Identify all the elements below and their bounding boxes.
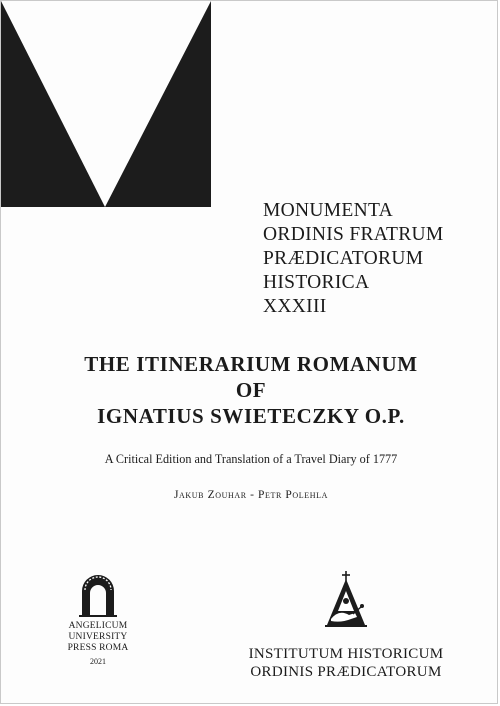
series-title: [263, 199, 444, 319]
dominican-shield-dog-icon: [323, 571, 369, 631]
series-line: ORDINIS FRATRUM: [263, 224, 444, 245]
publication-year: 2021: [90, 657, 106, 666]
institute-block: [241, 571, 451, 681]
series-line: PRÆDICATORUM: [263, 248, 424, 269]
series-line: MONUMENTA: [263, 200, 394, 221]
arched-doorway-icon: [78, 573, 118, 617]
publisher-line: UNIVERSITY: [68, 632, 128, 642]
institute-line: ORDINIS PRÆDICATORUM: [250, 664, 442, 680]
title-line: OF: [235, 378, 267, 402]
title-line: THE ITINERARIUM ROMANUM: [84, 352, 418, 376]
publisher-line: PRESS ROMA: [67, 643, 129, 653]
series-volume: XXXIII: [263, 296, 327, 317]
publisher-name: [43, 621, 153, 654]
book-title: [41, 351, 461, 429]
v-emblem-icon: [1, 1, 211, 207]
institute-line: INSTITUTUM HISTORICUM: [248, 646, 444, 662]
book-subtitle: A Critical Edition and Translation of a Travel Diary of 1777: [104, 452, 398, 466]
institute-name: [241, 645, 451, 681]
publisher-line: ANGELICUM: [68, 621, 128, 631]
series-line: HISTORICA: [263, 272, 370, 293]
publisher-block: [43, 573, 153, 666]
authors: Jakub Zouhar - Petr Polehla: [173, 489, 329, 501]
title-line: IGNATIUS SWIETECZKY O.P.: [97, 404, 405, 428]
